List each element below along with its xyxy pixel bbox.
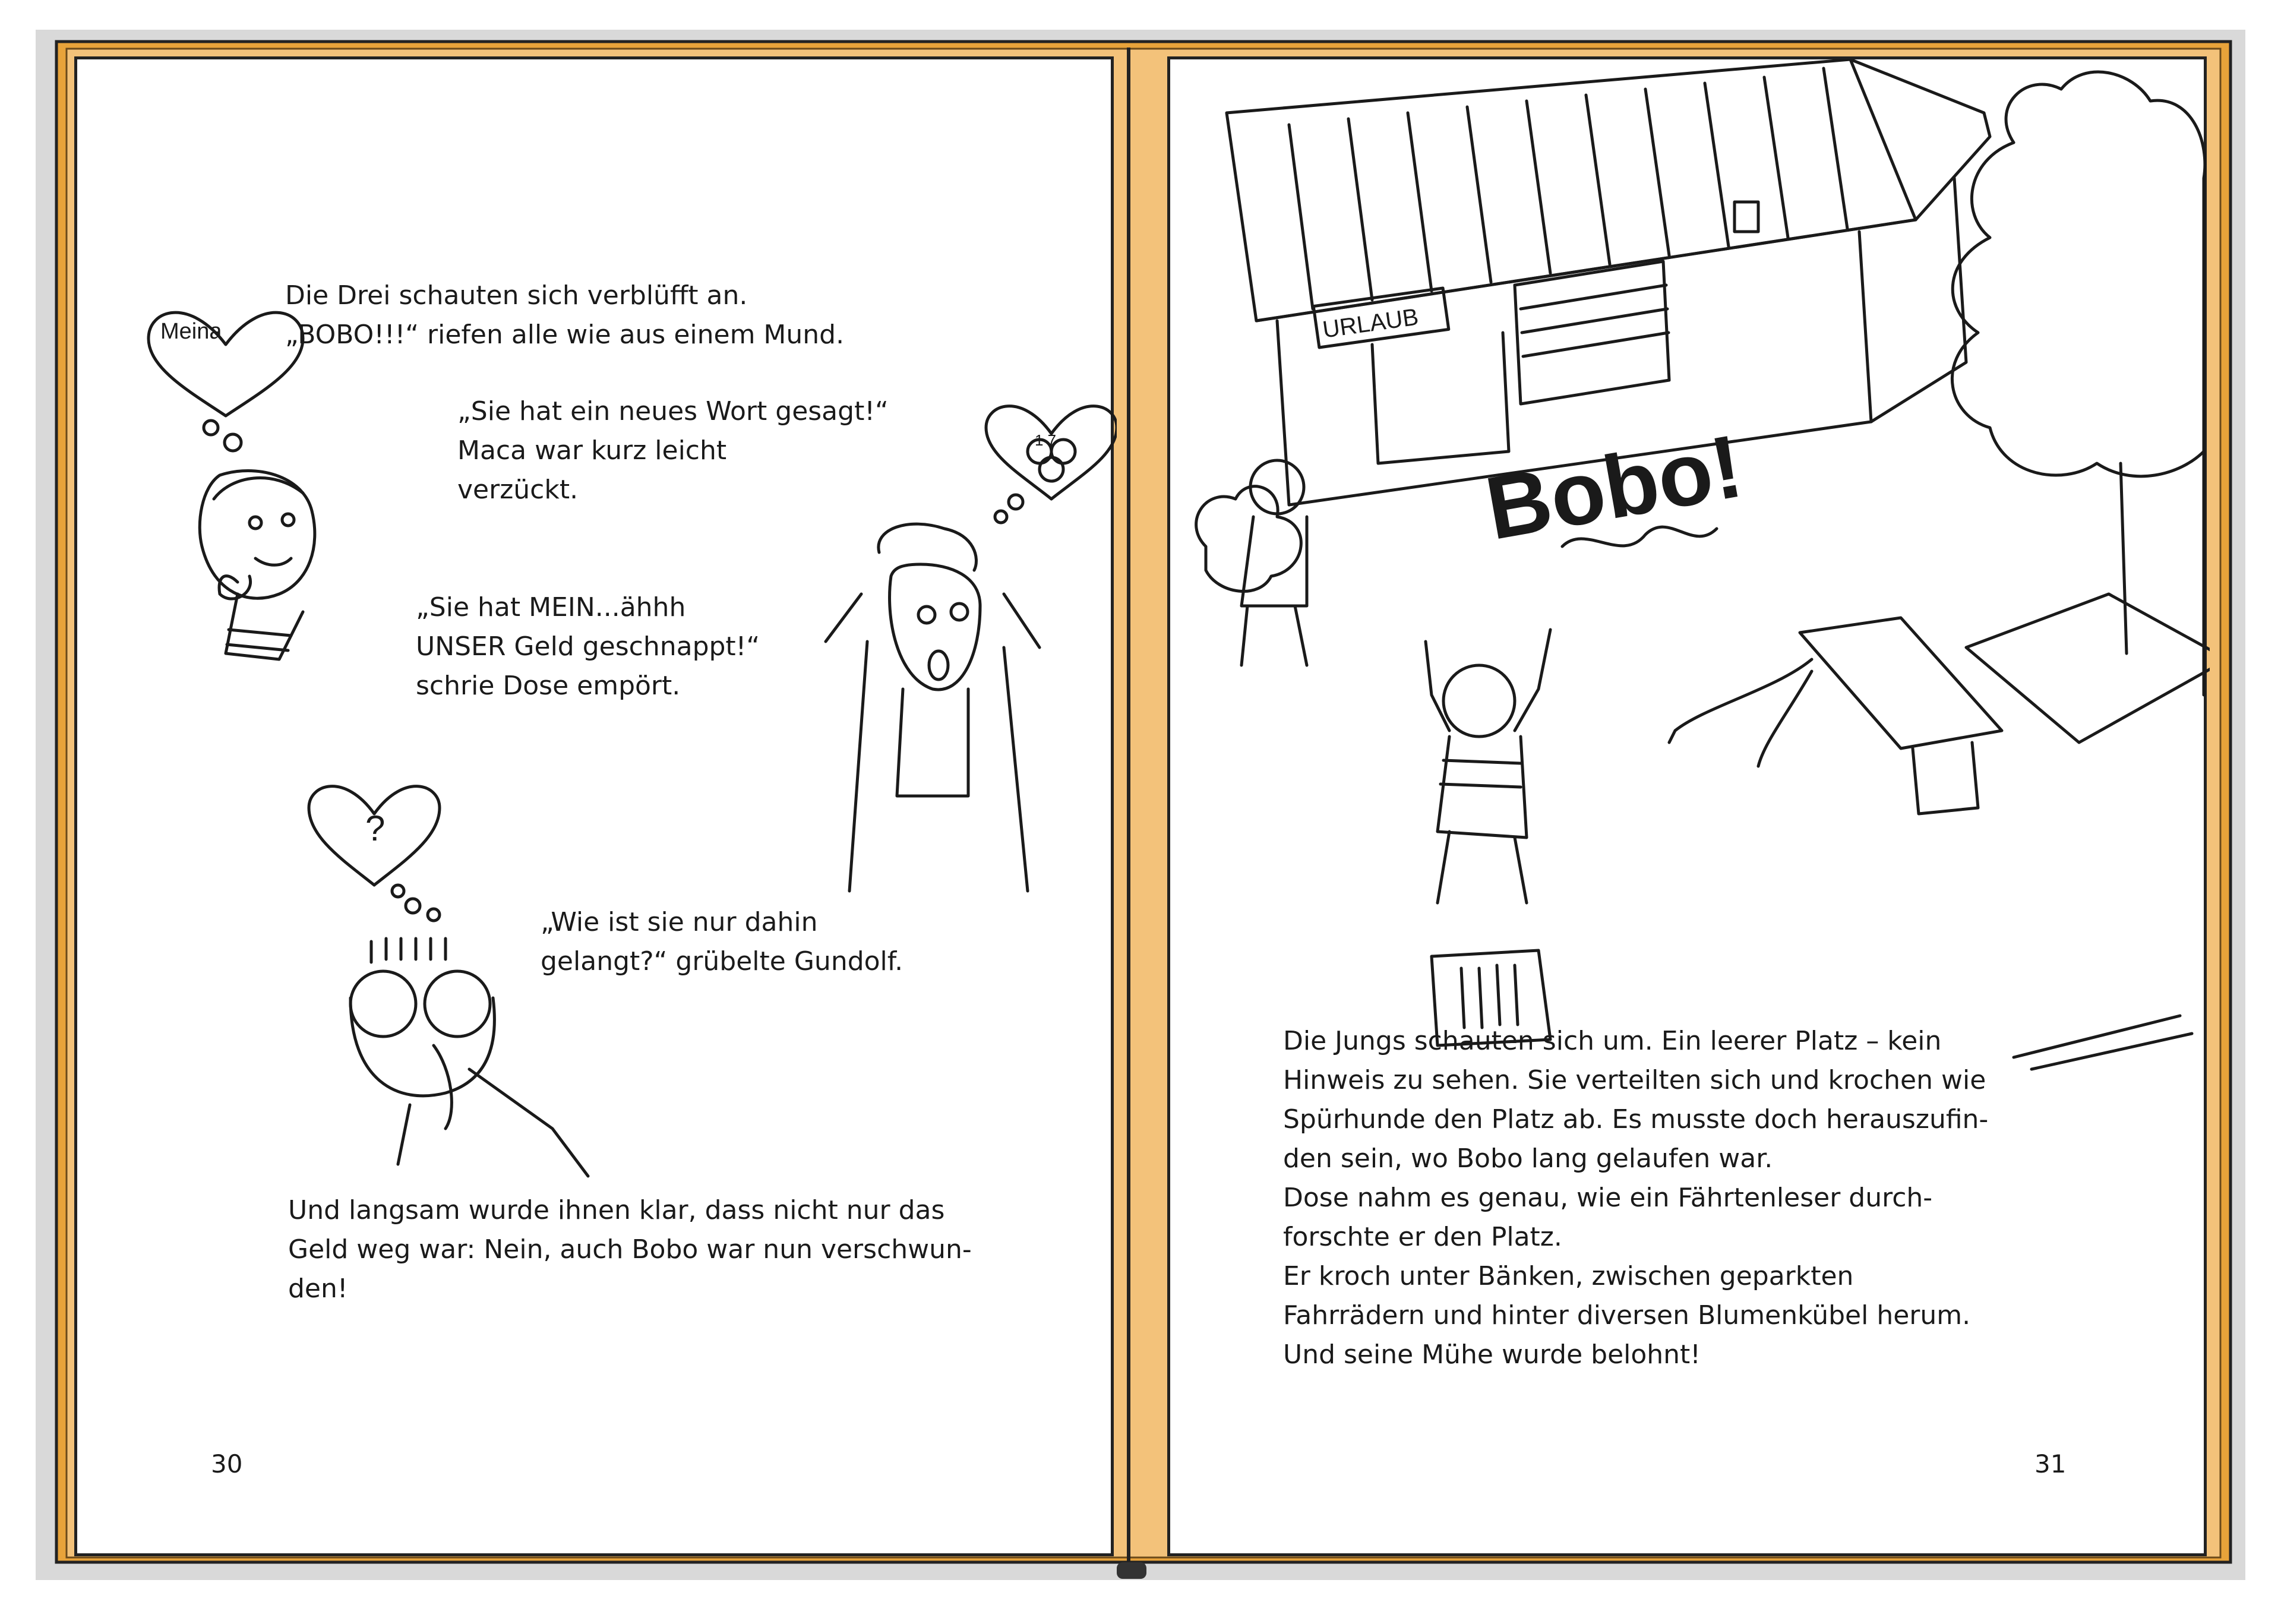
heart-3-label: ? bbox=[365, 808, 386, 848]
shouting-boy-icon bbox=[1443, 665, 1515, 737]
page-number-left: 30 bbox=[211, 1449, 243, 1478]
paragraph-1: Die Drei schauten sich verblüfft an. „BOBO!!!“ riefen alle wie aus einem Mund. bbox=[285, 280, 845, 350]
bush-icon bbox=[1196, 486, 1301, 592]
girl2-face-icon bbox=[890, 564, 980, 690]
quote-gundolf: „Wie ist sie nur dahin gelangt?“ grübelte Gundolf. bbox=[541, 907, 903, 977]
left-page bbox=[74, 56, 1114, 1556]
quote-dose: „Sie hat MEIN...ähhh UNSER Geld geschnappt!“ schrie Dose empört. bbox=[416, 592, 760, 701]
bobo-shout-label: Bobo! bbox=[1478, 415, 1750, 559]
paragraph-2: Und langsam wurde ihnen klar, dass nicht nur das Geld weg war: Nein, auch Bobo war nun verschwun- den! bbox=[288, 1195, 972, 1304]
page-number-right: 31 bbox=[2034, 1449, 2067, 1478]
heart-1-label: Meina bbox=[160, 319, 222, 344]
paragraph-right: Die Jungs schauten sich um. Ein leerer Platz – kein Hinweis zu sehen. Sie verteilten sich und krochen wie Spürhunde den Platz ab. Es musste doch herauszufin- den sein, wo Bobo lang gelaufen war. Dose nahm es genau, wie ein Fährtenleser durch- forschte er den Platz. Er kroch unter Bänken, zwischen geparkten Fahrrädern und hinter diversen Blumenkübel herum. Und seine Mühe wurde belohnt! bbox=[1283, 1026, 1989, 1370]
kiosk-shutter-icon bbox=[1515, 261, 1669, 404]
heart-2-label: 1 7 bbox=[1035, 431, 1057, 449]
thought-bubble-icon bbox=[204, 421, 218, 435]
spine-bottom bbox=[1117, 1562, 1146, 1579]
tree-icon bbox=[2006, 72, 2205, 695]
right-page bbox=[1167, 56, 2207, 1556]
boy-hair-icon bbox=[371, 939, 446, 962]
quote-maca: „Sie hat ein neues Wort gesagt!“ Maca war kurz leicht verzückt. bbox=[457, 396, 889, 505]
bench-icon bbox=[1800, 618, 2002, 748]
tree-trunk-icon bbox=[2121, 463, 2127, 653]
kiosk-box-icon bbox=[1735, 202, 1758, 232]
glasses-icon bbox=[350, 971, 416, 1037]
planter-icon bbox=[1966, 594, 2210, 743]
urlaub-label: URLAUB bbox=[1320, 304, 1420, 343]
crawling-boy-icon bbox=[1669, 659, 1812, 743]
kiosk-roof-icon bbox=[1227, 59, 1916, 321]
